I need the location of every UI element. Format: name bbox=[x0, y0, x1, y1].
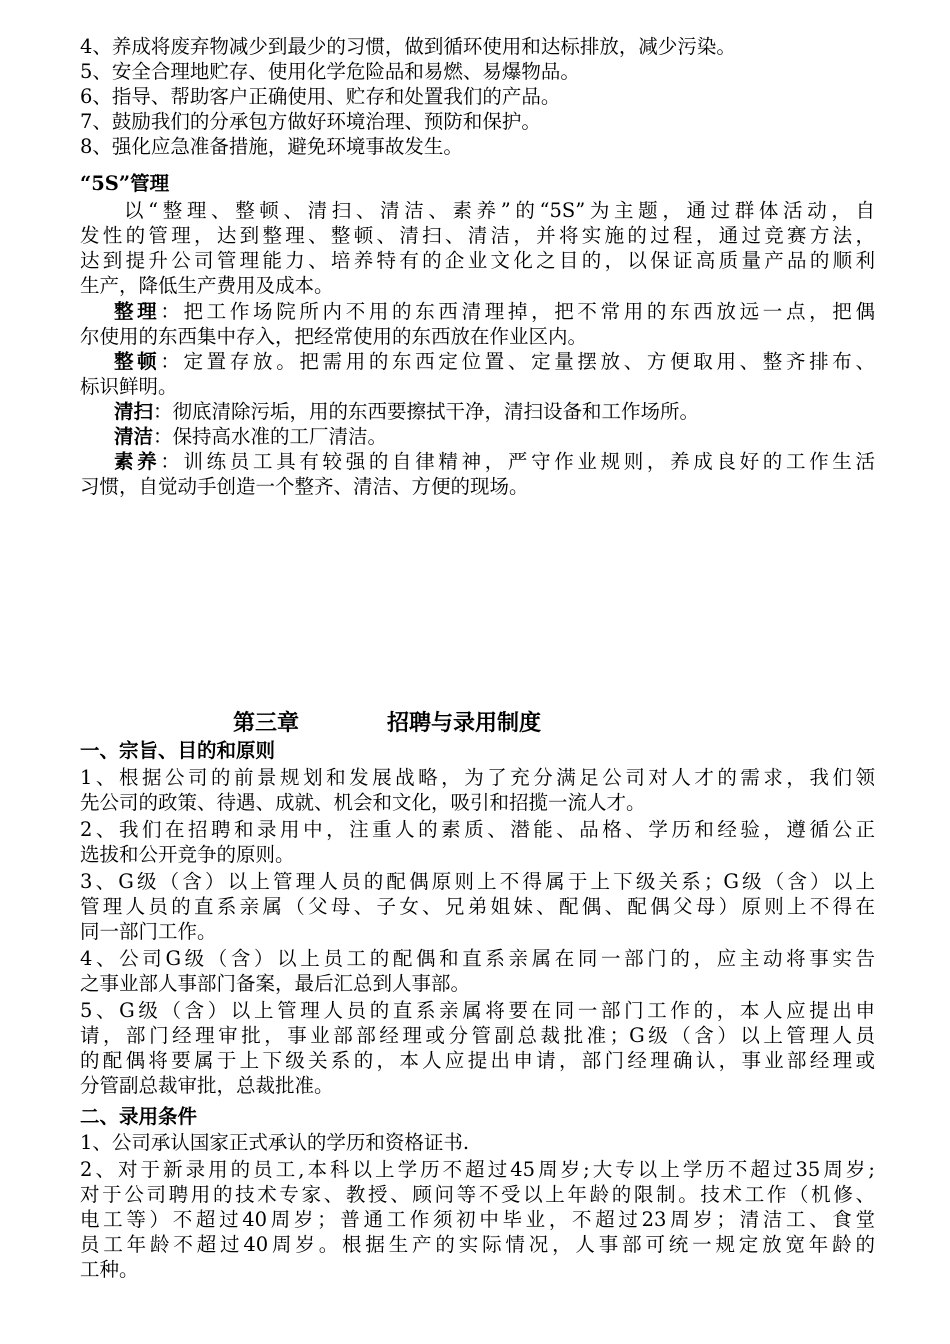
paragraph-line: 对于公司聘用的技术专家、教授、顾问等不受以上年龄的限制。技术工作（机修、 bbox=[80, 1183, 875, 1206]
paragraph-line: 生产，降低生产费用及成本。 bbox=[80, 274, 334, 297]
fives-heading: “5S”管理 bbox=[80, 172, 170, 195]
term-text: ：定置存放。把需用的东西定位置、定量摆放、方便取用、整齐排布、 bbox=[160, 350, 875, 373]
term-label: 清扫 bbox=[114, 400, 154, 423]
fives-items bbox=[80, 299, 875, 499]
paragraph-line: 选拔和公开竞争的原则。 bbox=[80, 843, 295, 866]
paragraph-line: 习惯，自觉动手创造一个整齐、清洁、方便的现场。 bbox=[80, 475, 529, 498]
paragraph-line: 先公司的政策、待遇、成就、机会和文化，吸引和招揽一流人才。 bbox=[80, 791, 646, 814]
paragraph-line: 尔使用的东西集中存入，把经常使用的东西放在作业区内。 bbox=[80, 325, 588, 348]
fives-item-suyang bbox=[80, 449, 875, 474]
section-heading: 二、录用条件 bbox=[80, 1105, 198, 1128]
paragraph-line: 电工等）不超过40周岁；普通工作须初中毕业，不超过23周岁；清洁工、食堂 bbox=[80, 1208, 875, 1231]
term-text: ：把工作场院所内不用的东西清理掉，把不常用的东西放远一点，把偶 bbox=[160, 300, 875, 323]
list-item: 6、指导、帮助客户正确使用、贮存和处置我们的产品。 bbox=[80, 85, 561, 108]
section-heading: 一、宗旨、目的和原则 bbox=[80, 739, 276, 762]
env-item-list bbox=[80, 34, 875, 159]
paragraph-line: 1、公司承认国家正式承认的学历和资格证书. bbox=[80, 1131, 470, 1154]
section1-body bbox=[80, 765, 875, 1098]
paragraph-line: 同一部门工作。 bbox=[80, 920, 217, 943]
fives-item-qingjie bbox=[80, 424, 875, 449]
term-text: ：彻底清除污垢，用的东西要擦拭干净，清扫设备和工作场所。 bbox=[153, 400, 700, 423]
paragraph-line: 员工年龄不超过40周岁。根据生产的实际情况，人事部可统一规定放宽年龄的 bbox=[80, 1233, 875, 1256]
paragraph-line: 请，部门经理审批，事业部部经理或分管副总裁批准；G级（含）以上管理人员 bbox=[80, 1024, 875, 1047]
paragraph-line: 之事业部人事部门备案，最后汇总到人事部。 bbox=[80, 972, 471, 995]
term-label: 素养 bbox=[114, 450, 161, 473]
paragraph-line: 2、对于新录用的员工,本科以上学历不超过45周岁;大专以上学历不超过35周岁; bbox=[80, 1158, 875, 1181]
paragraph-line: 5、G级（含）以上管理人员的直系亲属将要在同一部门工作的，本人应提出申 bbox=[80, 999, 875, 1022]
paragraph-line: 4、公司G级（含）以上员工的配偶和直系亲属在同一部门的，应主动将事实告 bbox=[80, 947, 875, 970]
paragraph-line: 发性的管理，达到整理、整顿、清扫、清洁，并将实施的过程，通过竞赛方法， bbox=[80, 224, 875, 247]
paragraph-line: 以“整理、整顿、清扫、清洁、素养”的“5S”为主题，通过群体活动，自 bbox=[124, 199, 875, 222]
term-label: 清洁 bbox=[114, 425, 154, 448]
chapter-number: 第三章 bbox=[233, 710, 300, 736]
fives-item-qingsao bbox=[80, 399, 875, 424]
list-item: 4、养成将废弃物减少到最少的习惯，做到循环使用和达标排放，减少污染。 bbox=[80, 35, 736, 58]
term-label: 整顿 bbox=[114, 350, 161, 373]
term-text: ：保持高水准的工厂清洁。 bbox=[153, 425, 388, 448]
paragraph-line: 2、我们在招聘和录用中，注重人的素质、潜能、品格、学历和经验，遵循公正 bbox=[80, 818, 875, 841]
fives-item-zhengli bbox=[80, 299, 875, 324]
paragraph-line: 达到提升公司管理能力、培养特有的企业文化之目的，以保证高质量产品的顺利 bbox=[80, 249, 875, 272]
paragraph-line: 1、根据公司的前景规划和发展战略，为了充分满足公司对人才的需求，我们领 bbox=[80, 766, 875, 789]
fives-intro bbox=[80, 198, 875, 298]
list-item: 5、安全合理地贮存、使用化学危险品和易燃、易爆物品。 bbox=[80, 60, 580, 83]
fives-item-zhengdun bbox=[80, 349, 875, 374]
paragraph-line: 分管副总裁审批，总裁批准。 bbox=[80, 1074, 334, 1097]
term-text: ：训练员工具有较强的自律精神，严守作业规则，养成良好的工作生活 bbox=[160, 450, 875, 473]
term-label: 整理 bbox=[114, 300, 161, 323]
paragraph-line: 标识鲜明。 bbox=[80, 375, 178, 398]
list-item: 7、鼓励我们的分承包方做好环境治理、预防和保护。 bbox=[80, 110, 541, 133]
paragraph-line: 管理人员的直系亲属（父母、子女、兄弟姐妹、配偶、配偶父母）原则上不得在 bbox=[80, 895, 875, 918]
chapter-title: 招聘与录用制度 bbox=[387, 710, 542, 736]
paragraph-line: 工种。 bbox=[80, 1258, 139, 1281]
section2-body bbox=[80, 1130, 875, 1282]
paragraph-line: 的配偶将要属于上下级关系的，本人应提出申请，部门经理确认，事业部经理或 bbox=[80, 1049, 875, 1072]
list-item: 8、强化应急准备措施，避免环境事故发生。 bbox=[80, 135, 463, 158]
paragraph-line: 3、G级（含）以上管理人员的配偶原则上不得属于上下级关系；G级（含）以上 bbox=[80, 870, 875, 893]
